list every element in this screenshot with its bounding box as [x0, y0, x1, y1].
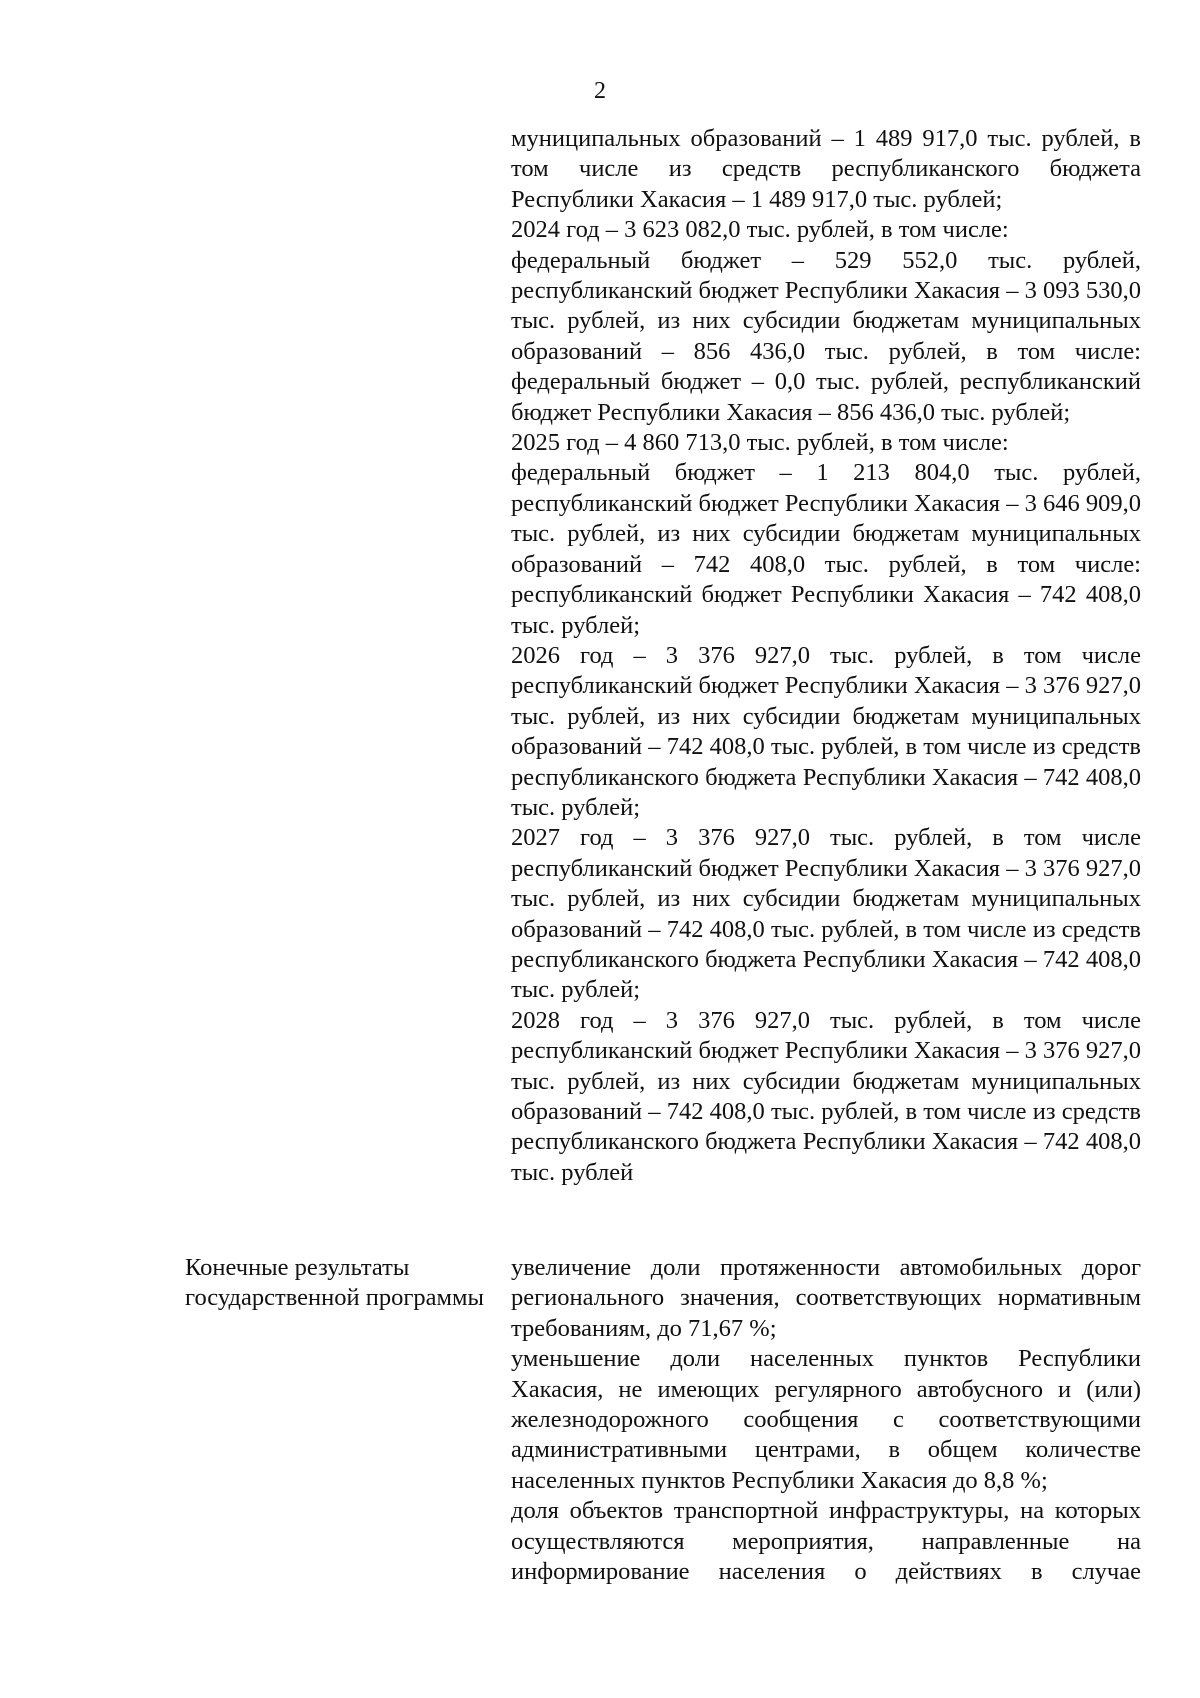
page-number: 2	[594, 78, 606, 104]
financing-paragraph: муниципальных образований – 1 489 917,0 тыс. рублей, в том числе из средств республиканского бюджета Республики Хакасия – 1 489 917,0 тыс. рублей;	[511, 125, 1141, 213]
financing-year-2028: 2028 год – 3 376 927,0 тыс. рублей, в том числе республиканский бюджет Республики Хакасия – 3 376 927,0 тыс. рублей, из них субсидии бюджетам муниципальных образований – 742 408,0 тыс. рублей, в том числе из средств республиканского бюджета Республики Хакасия – 742 408,0 тыс. рублей	[511, 1006, 1141, 1186]
results-label: Конечные результаты государственной программы	[185, 1254, 484, 1312]
financing-section	[511, 124, 1141, 1188]
financing-year-2024: 2024 год – 3 623 082,0 тыс. рублей, в том числе:	[511, 216, 1009, 244]
result-paragraph: уменьшение доли населенных пунктов Республики Хакасия, не имеющих регулярного автобусного и (или) железнодорожного сообщения с соответствующими административными центрами, в общем количестве населенных пунктов Республики Хакасия до 8,8 %;	[511, 1345, 1141, 1494]
result-paragraph: увеличение доли протяженности автомобильных дорог регионального значения, соответствующих нормативным требованиям, до 71,67 %;	[511, 1254, 1141, 1342]
financing-year-2027: 2027 год – 3 376 927,0 тыс. рублей, в том числе республиканский бюджет Республики Хакасия – 3 376 927,0 тыс. рублей, из них субсидии бюджетам муниципальных образований – 742 408,0 тыс. рублей, в том числе из средств республиканского бюджета Республики Хакасия – 742 408,0 тыс. рублей;	[511, 824, 1141, 1004]
result-paragraph: доля объектов транспортной инфраструктуры, на которых осуществляются мероприятия, направленные на информирование населения о действиях в случае	[511, 1497, 1141, 1586]
financing-paragraph: федеральный бюджет – 1 213 804,0 тыс. рублей, республиканский бюджет Республики Хакасия – 3 646 909,0 тыс. рублей, из них субсидии бюджетам муниципальных образований – 742 408,0 тыс. рублей, в том числе: республиканский бюджет Республики Хакасия – 742 408,0 тыс. рублей;	[511, 459, 1141, 639]
financing-year-2025: 2025 год – 4 860 713,0 тыс. рублей, в том числе:	[511, 429, 1009, 457]
financing-year-2026: 2026 год – 3 376 927,0 тыс. рублей, в том числе республиканский бюджет Республики Хакасия – 3 376 927,0 тыс. рублей, из них субсидии бюджетам муниципальных образований – 742 408,0 тыс. рублей, в том числе из средств республиканского бюджета Республики Хакасия – 742 408,0 тыс. рублей;	[511, 641, 1141, 821]
financing-paragraph: федеральный бюджет – 529 552,0 тыс. рублей, республиканский бюджет Республики Хакасия – 3 093 530,0 тыс. рублей, из них субсидии бюджетам муниципальных образований – 856 436,0 тыс. рублей, в том числе: федеральный бюджет – 0,0 тыс. рублей, республиканский бюджет Республики Хакасия – 856 436,0 тыс. рублей;	[511, 246, 1141, 426]
results-section	[511, 1253, 1141, 1587]
